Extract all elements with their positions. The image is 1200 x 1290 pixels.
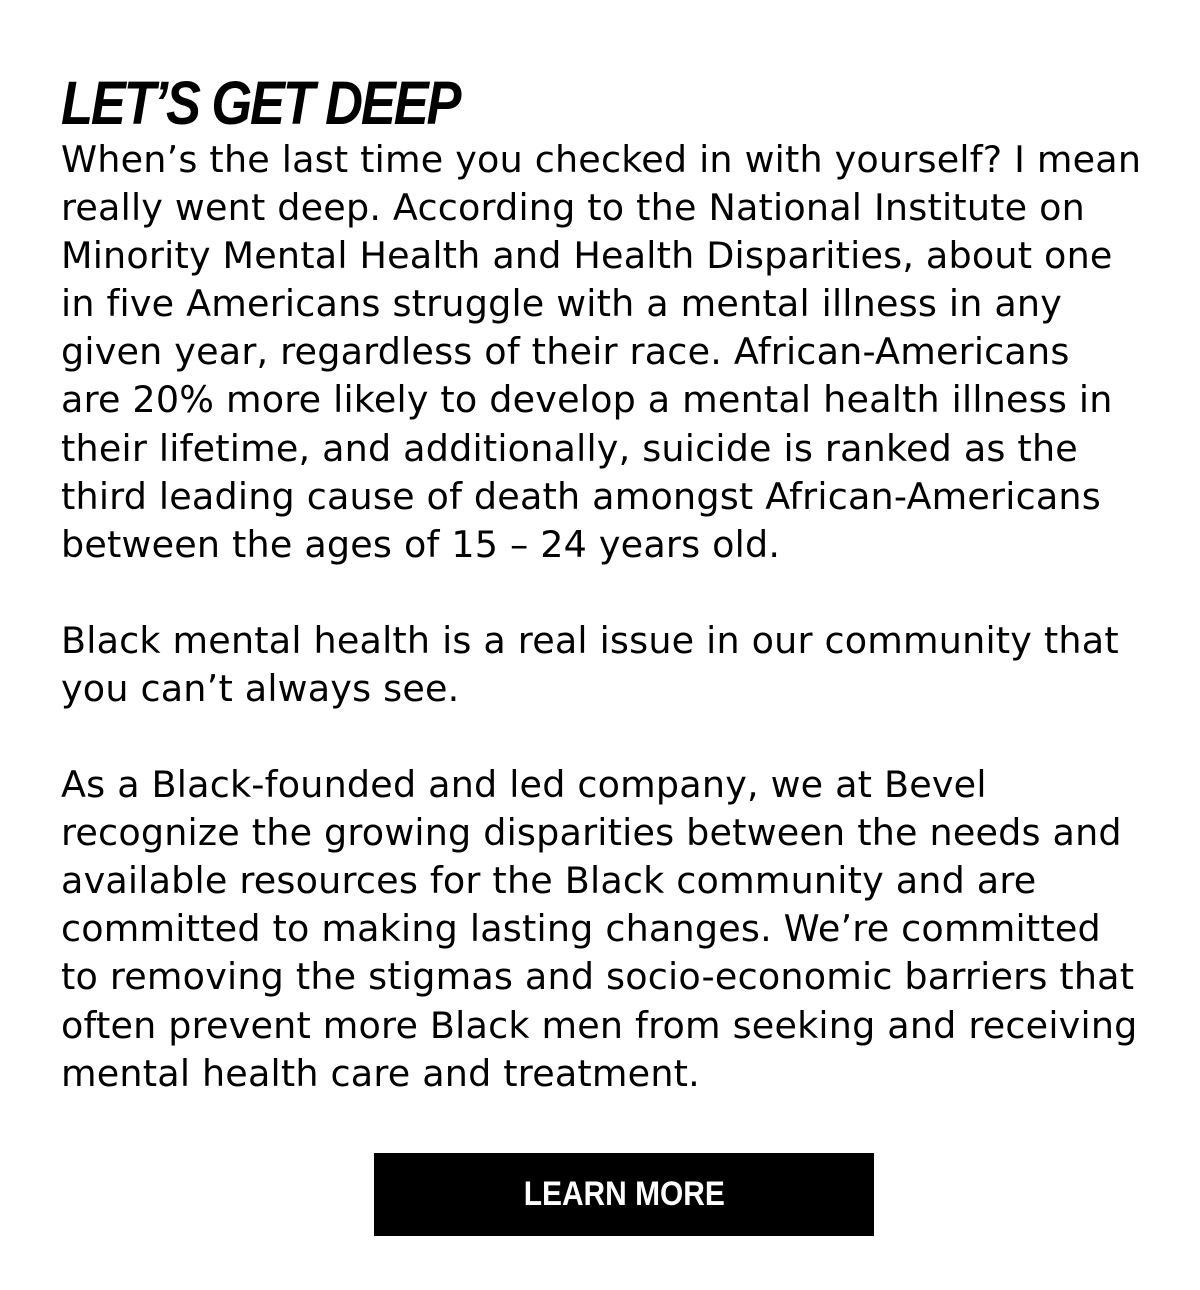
paragraph-line: mental health care and treatment. (61, 1051, 700, 1095)
intro-paragraph (61, 136, 1151, 569)
paragraph-line: often prevent more Black men from seeking and receiving (61, 1003, 1138, 1047)
paragraph-line: really went deep. According to the National Institute on (61, 186, 1085, 230)
paragraph-line: you can’t always see. (61, 666, 460, 710)
paragraph-line: to removing the stigmas and socio-economic barriers that (61, 955, 1135, 999)
commitment-paragraph (61, 761, 1151, 1098)
paragraph-line: Black mental health is a real issue in our community that (61, 618, 1119, 662)
paragraph-line: Minority Mental Health and Health Disparities, about one (61, 234, 1113, 278)
paragraph-line: available resources for the Black community and are (61, 859, 1037, 903)
paragraph-line: given year, regardless of their race. African-Americans (61, 330, 1070, 374)
paragraph-line: committed to making lasting changes. We’re committed (61, 907, 1101, 951)
section-heading: LET’S GET DEEP (61, 69, 460, 137)
paragraph-line: When’s the last time you checked in with yourself? I mean (61, 138, 1142, 181)
paragraph-line: third leading cause of death amongst African-Americans (61, 474, 1101, 518)
paragraph-line: between the ages of 15 – 24 years old. (61, 522, 781, 566)
learn-more-label: LEARN MORE (523, 1175, 725, 1213)
paragraph-line: As a Black-founded and led company, we at Bevel (61, 763, 987, 807)
paragraph-line: their lifetime, and additionally, suicide is ranked as the (61, 426, 1078, 470)
learn-more-button[interactable] (374, 1153, 874, 1236)
paragraph-line: in five Americans struggle with a mental illness in any (61, 282, 1063, 326)
paragraph-line: recognize the growing disparities between the needs and (61, 811, 1122, 855)
paragraph-line: are 20% more likely to develop a mental health illness in (61, 378, 1113, 422)
article-section (61, 70, 1151, 1098)
community-paragraph (61, 617, 1151, 713)
